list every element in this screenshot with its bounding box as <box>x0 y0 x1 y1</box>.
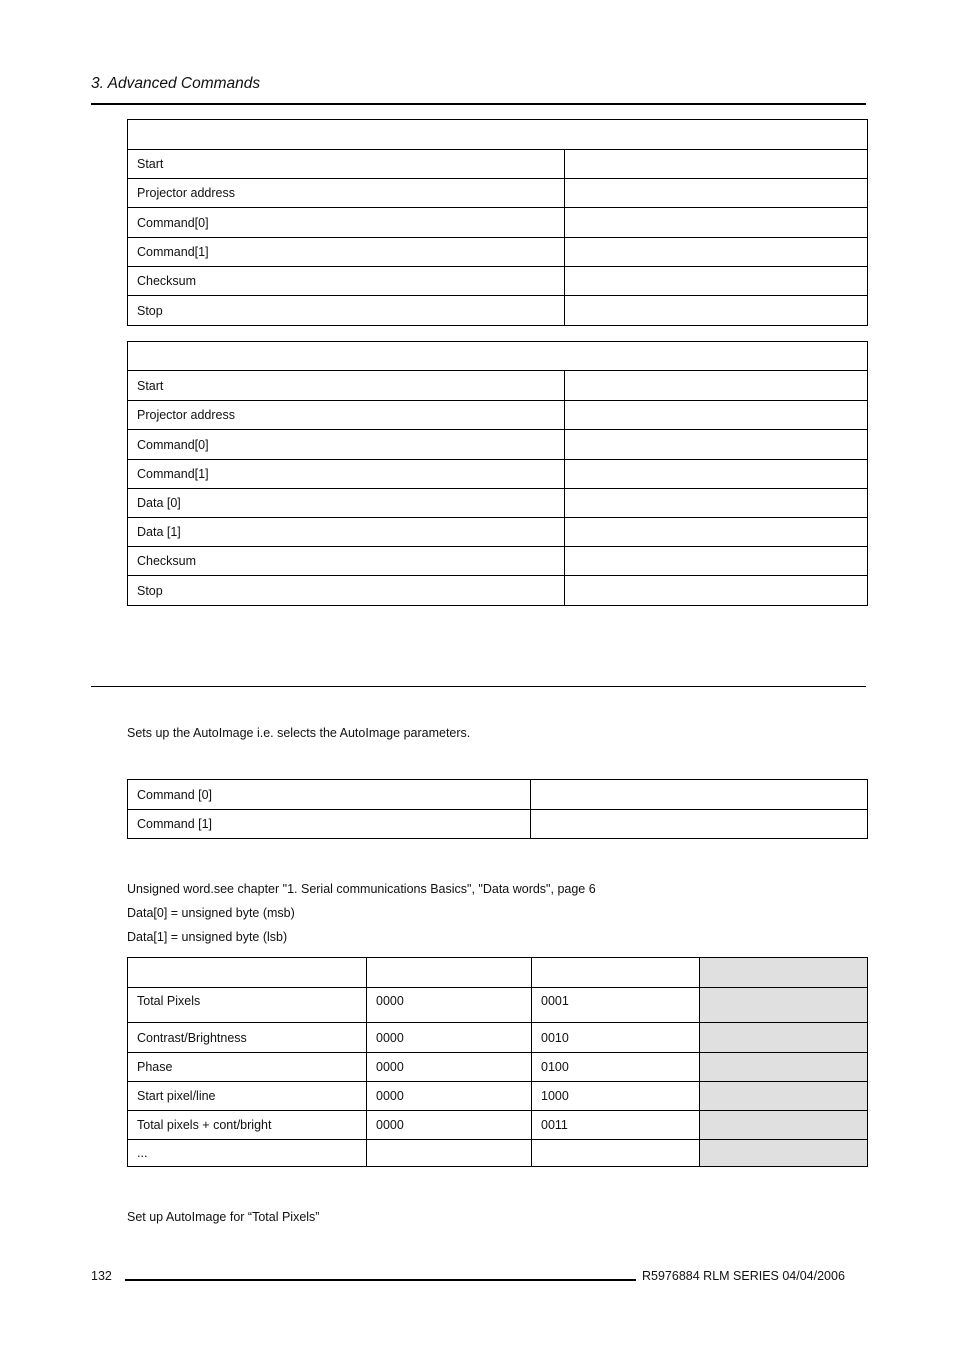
param-lsb <box>532 1140 700 1167</box>
param-lsb: 1000 <box>532 1082 700 1111</box>
page-number: 132 <box>91 1269 112 1283</box>
data-note: Data[0] = unsigned byte (msb) <box>127 906 295 920</box>
table-row <box>128 576 868 606</box>
table-row <box>128 810 868 839</box>
table-row <box>128 1111 868 1140</box>
command-label: Command [0] <box>128 780 531 810</box>
param-msb: 0000 <box>367 1082 532 1111</box>
table-row <box>128 1023 868 1053</box>
param-msb: 0000 <box>367 1053 532 1082</box>
table-row <box>128 780 868 810</box>
field-label: Stop <box>128 576 565 606</box>
table-row <box>128 547 868 576</box>
field-label: Command[1] <box>128 460 565 489</box>
header-rule <box>91 103 866 105</box>
description-text: Sets up the AutoImage i.e. selects the AutoImage parameters. <box>127 726 471 740</box>
table-row <box>128 179 868 208</box>
param-name: Total Pixels <box>128 988 367 1023</box>
example-text: Set up AutoImage for “Total Pixels” <box>127 1210 320 1224</box>
table-row <box>128 518 868 547</box>
field-label: Stop <box>128 296 565 326</box>
command-label: Command [1] <box>128 810 531 839</box>
field-label: Projector address <box>128 179 565 208</box>
table-row <box>128 238 868 267</box>
table-row <box>128 1140 868 1167</box>
table-row <box>128 267 868 296</box>
param-lsb: 0100 <box>532 1053 700 1082</box>
param-msb <box>367 1140 532 1167</box>
table-header-row <box>128 958 868 988</box>
table-row <box>128 988 868 1023</box>
param-name: Total pixels + cont/bright <box>128 1111 367 1140</box>
command-frame-table <box>127 119 868 326</box>
param-name: Contrast/Brightness <box>128 1023 367 1053</box>
param-name: Start pixel/line <box>128 1082 367 1111</box>
param-msb: 0000 <box>367 1111 532 1140</box>
parameter-table <box>127 957 868 1167</box>
field-label: Data [1] <box>128 518 565 547</box>
field-label: Start <box>128 371 565 401</box>
table-row <box>128 401 868 430</box>
table-row <box>128 208 868 238</box>
field-label: Command[1] <box>128 238 565 267</box>
field-label: Checksum <box>128 547 565 576</box>
footer-rule <box>125 1279 636 1281</box>
param-name: ... <box>128 1140 367 1167</box>
field-label: Projector address <box>128 401 565 430</box>
command-table <box>127 779 868 839</box>
param-msb: 0000 <box>367 988 532 1023</box>
data-note: Unsigned word.see chapter "1. Serial communications Basics", "Data words", page 6 <box>127 882 596 896</box>
param-msb: 0000 <box>367 1023 532 1053</box>
field-label: Checksum <box>128 267 565 296</box>
data-note: Data[1] = unsigned byte (lsb) <box>127 930 288 944</box>
param-name: Phase <box>128 1053 367 1082</box>
section-title: 3. Advanced Commands <box>91 75 261 92</box>
document-reference: R5976884 RLM SERIES 04/04/2006 <box>642 1269 845 1283</box>
field-label: Data [0] <box>128 489 565 518</box>
field-label: Command[0] <box>128 430 565 460</box>
param-lsb: 0001 <box>532 988 700 1023</box>
param-lsb: 0010 <box>532 1023 700 1053</box>
field-label: Command[0] <box>128 208 565 238</box>
table-row <box>128 460 868 489</box>
table-row <box>128 296 868 326</box>
table-header-row <box>128 342 868 371</box>
field-label: Start <box>128 150 565 179</box>
table-row <box>128 1082 868 1111</box>
table-row <box>128 371 868 401</box>
section-rule <box>91 686 866 687</box>
data-frame-table <box>127 341 868 606</box>
param-lsb: 0011 <box>532 1111 700 1140</box>
table-row <box>128 489 868 518</box>
table-header-row <box>128 120 868 150</box>
table-row <box>128 430 868 460</box>
table-row <box>128 1053 868 1082</box>
table-row <box>128 150 868 179</box>
